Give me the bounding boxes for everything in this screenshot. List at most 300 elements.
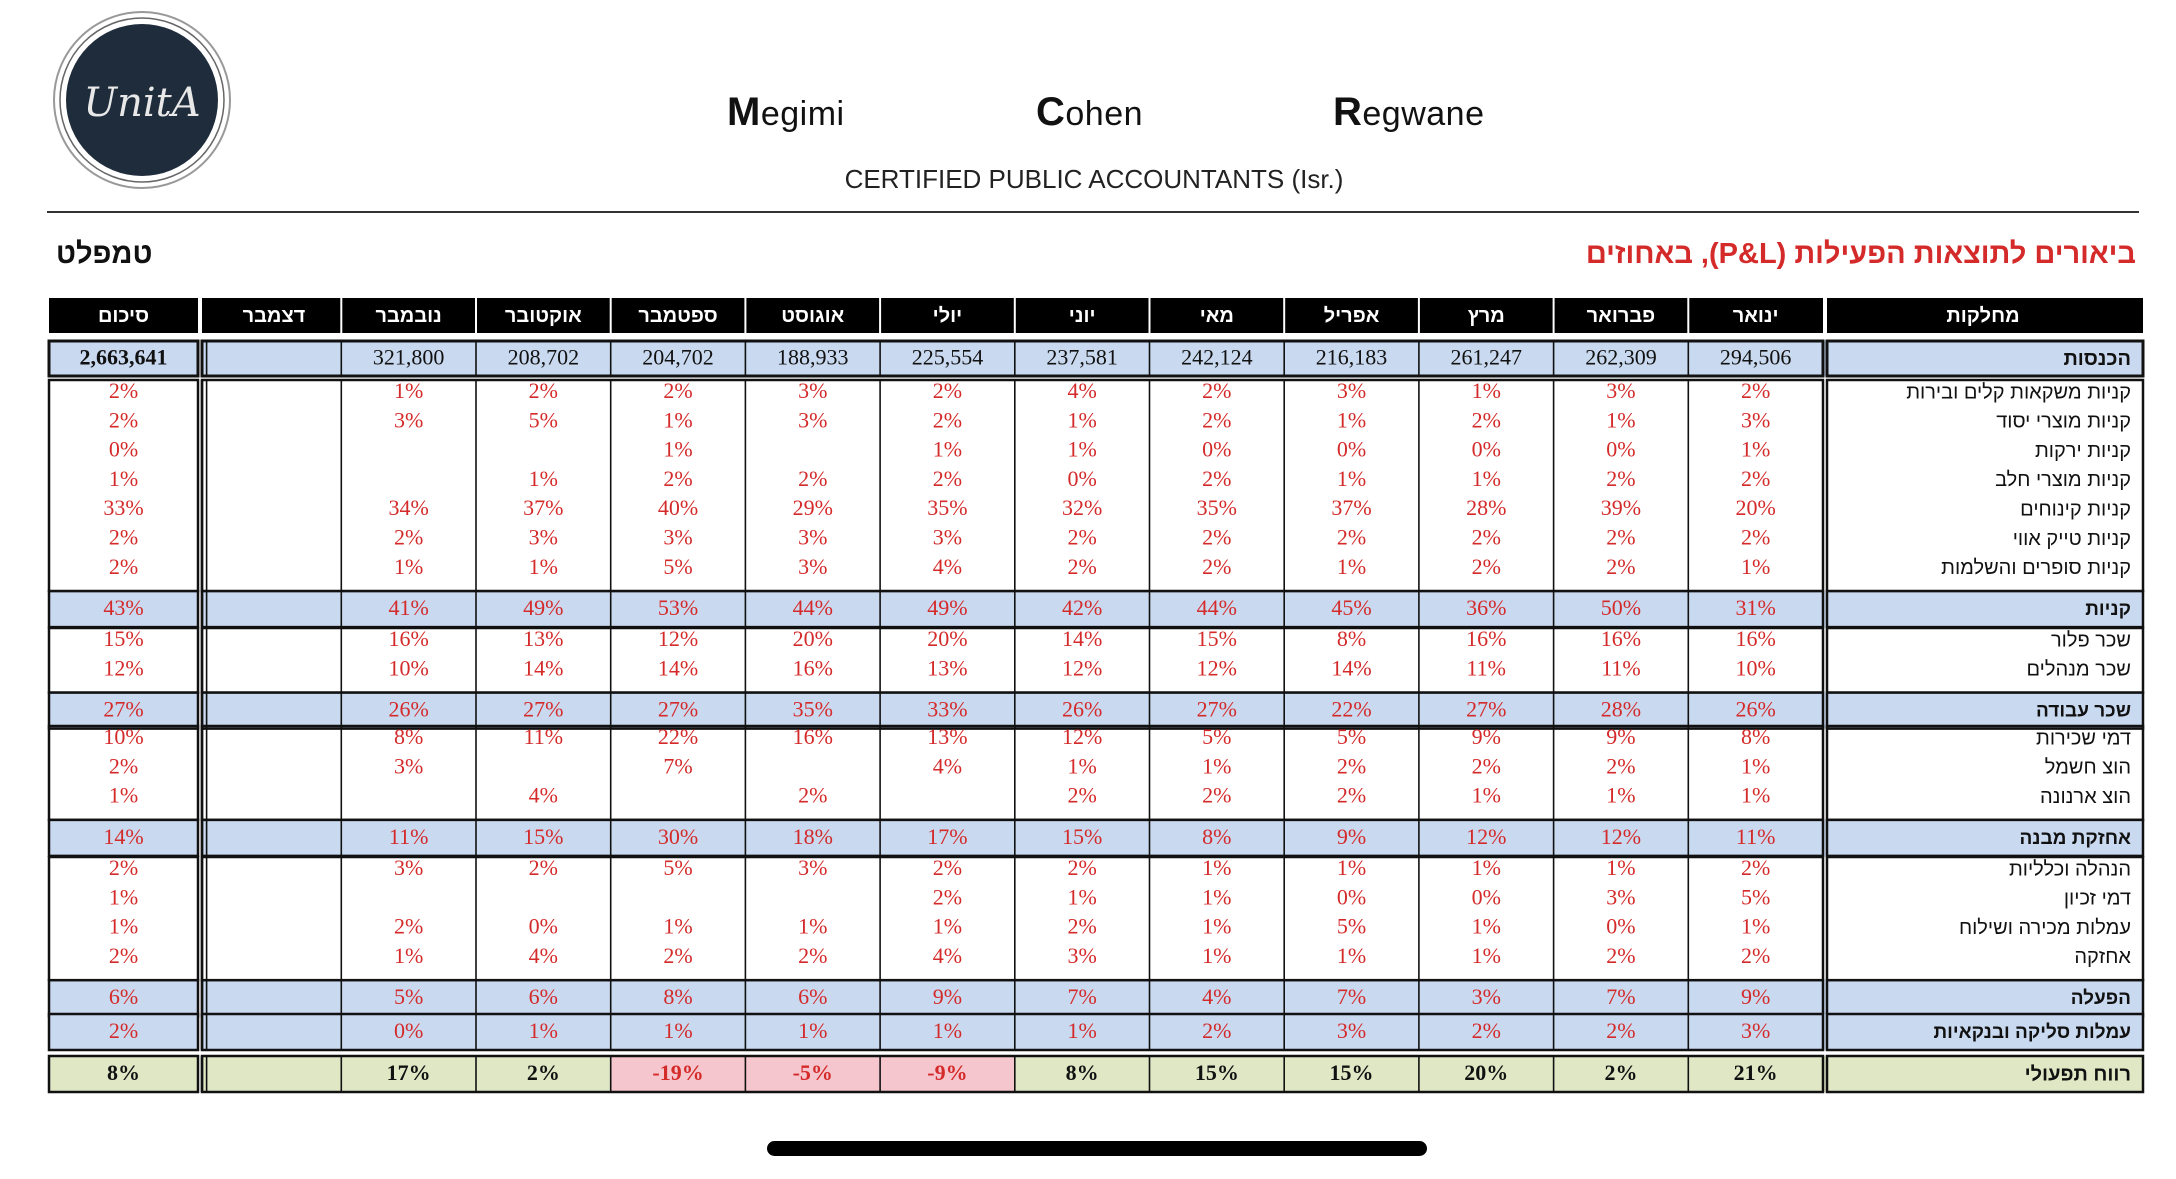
item-row-total: 2% — [108, 553, 139, 579]
item-row-cell: 39% — [1600, 495, 1642, 521]
header-month: פברואר — [1586, 304, 1656, 327]
item-row-cell: 2% — [1336, 524, 1367, 550]
item-row-cell: 1% — [1471, 855, 1501, 881]
summary-row-cell: 15% — [523, 823, 564, 849]
item-row-cell: 11% — [1466, 655, 1507, 681]
item-row-total: 33% — [103, 495, 144, 521]
revenue-row-cell: 237,581 — [1046, 344, 1118, 370]
summary-row-cell: 27% — [523, 696, 564, 722]
item-row-cell: 13% — [927, 724, 968, 750]
item-row-cell: 2% — [1471, 407, 1501, 433]
item-row-cell: 8% — [1336, 626, 1367, 652]
item-row-label: קניות מוצרי יסוד — [1996, 410, 2131, 433]
item-row-cell: 35% — [927, 495, 968, 521]
header-label: מחלקות — [1946, 304, 2020, 327]
item-row-total: 1% — [108, 782, 139, 808]
summary-row-cell: 7% — [1336, 984, 1367, 1010]
item-row-cell: 3% — [1740, 407, 1771, 433]
item-row-cell: 2% — [1471, 524, 1501, 550]
item-row-cell: 2% — [528, 378, 559, 404]
item-row-cell: 11% — [1601, 655, 1641, 681]
item-row-cell: 3% — [393, 855, 424, 881]
item-row-cell: 28% — [1466, 495, 1507, 521]
item-row-cell: 2% — [798, 782, 828, 808]
item-row-cell: 15% — [1196, 626, 1238, 652]
summary-row-cell: 9% — [1336, 823, 1367, 849]
profit-row-label: רווח תפעולי — [2024, 1063, 2131, 1086]
header-month: יולי — [932, 304, 963, 327]
summary-row-label: הפעלה — [2070, 988, 2131, 1010]
item-row-cell: 5% — [1740, 884, 1771, 910]
header-month: אפריל — [1323, 304, 1380, 327]
header-month: ינואר — [1732, 304, 1779, 327]
item-row-cell: 32% — [1061, 495, 1103, 521]
firm-name-3: Regwane — [1333, 90, 1485, 134]
item-row-total: 2% — [108, 407, 139, 433]
fees-row-cell: 2% — [1606, 1018, 1636, 1044]
item-row-cell: 3% — [1606, 884, 1636, 910]
summary-row-cell: 41% — [388, 595, 429, 621]
table-border — [202, 628, 1823, 693]
row-band — [207, 341, 342, 376]
item-row-cell: 12% — [1196, 655, 1238, 681]
item-row-cell: 3% — [1606, 378, 1636, 404]
summary-row-cell: 45% — [1331, 595, 1372, 621]
item-row-cell: 1% — [663, 407, 693, 433]
item-row-total: 2% — [108, 855, 139, 881]
row-band — [207, 820, 342, 856]
item-row-cell: 3% — [798, 407, 828, 433]
item-row-cell: 5% — [1202, 724, 1232, 750]
fees-row-cell: 2% — [1471, 1018, 1501, 1044]
revenue-row-cell: 321,800 — [372, 344, 445, 370]
item-row-cell: 5% — [1336, 724, 1367, 750]
summary-row-label: קניות — [2085, 599, 2131, 621]
firm-name-2: Cohen — [1036, 90, 1144, 134]
item-row-cell: 3% — [1067, 942, 1097, 968]
item-row-cell: 3% — [663, 524, 693, 550]
item-row-cell: 4% — [528, 782, 559, 808]
item-row-cell: 3% — [1336, 378, 1367, 404]
item-row-cell: 2% — [1336, 753, 1367, 779]
item-row-cell: 14% — [1331, 655, 1372, 681]
item-row-cell: 0% — [1471, 436, 1501, 462]
item-row-cell: 1% — [663, 436, 693, 462]
report-title: ביאורים לתוצאות הפעילות (P&L), באחוזים — [1585, 238, 2136, 270]
summary-row-label: שכר עבודה — [2035, 700, 2131, 722]
item-row-cell: 1% — [663, 913, 693, 939]
item-row-cell: 16% — [792, 724, 833, 750]
header-month: ספטמבר — [638, 304, 718, 327]
summary-row-cell: 12% — [1600, 823, 1642, 849]
item-row-cell: 12% — [657, 626, 699, 652]
item-row-label: הוצ ארנונה — [2039, 785, 2131, 808]
item-row-cell: 1% — [1471, 913, 1501, 939]
item-row-cell: 35% — [1196, 495, 1238, 521]
item-row-cell: 0% — [1606, 436, 1636, 462]
profit-row-cell: 21% — [1733, 1060, 1778, 1086]
summary-row-cell: 35% — [792, 696, 833, 722]
table-border — [202, 380, 1823, 591]
item-row-cell: 2% — [663, 465, 693, 491]
item-row-cell: 0% — [1067, 465, 1097, 491]
header-month: מרץ — [1467, 304, 1505, 327]
item-row-cell: 1% — [528, 553, 559, 579]
item-row-cell: 2% — [1067, 782, 1097, 808]
item-row-cell: 34% — [388, 495, 429, 521]
item-row-cell: 1% — [1202, 884, 1232, 910]
item-row-cell: 3% — [798, 855, 828, 881]
firm-name-1: Megimi — [727, 90, 845, 134]
revenue-row-cell: 188,933 — [777, 344, 849, 370]
item-row-cell: 1% — [1606, 855, 1636, 881]
profit-row-cell: 15% — [1194, 1060, 1239, 1086]
item-row-cell: 2% — [932, 407, 963, 433]
item-row-cell: 2% — [1606, 524, 1636, 550]
item-row-cell: 29% — [792, 495, 833, 521]
item-row-cell: 0% — [1606, 913, 1636, 939]
item-row-cell: 2% — [663, 942, 693, 968]
item-row-cell: 5% — [663, 855, 693, 881]
profit-row-cell: -19% — [652, 1060, 704, 1086]
summary-row-label: אחזקת מבנה — [2019, 827, 2131, 849]
item-row-cell: 3% — [932, 524, 963, 550]
revenue-row-label: הכנסות — [2063, 347, 2131, 370]
item-row-cell: 2% — [1471, 553, 1501, 579]
template-label: טמפלט — [56, 238, 153, 270]
header-month: נובמבר — [375, 304, 442, 327]
item-row-cell: 3% — [798, 524, 828, 550]
item-row-cell: 1% — [1471, 942, 1501, 968]
item-row-cell: 1% — [1740, 753, 1771, 779]
item-row-cell: 3% — [393, 407, 424, 433]
item-row-cell: 0% — [1336, 884, 1367, 910]
revenue-row-cell: 262,309 — [1585, 344, 1657, 370]
summary-row-cell: 17% — [927, 823, 968, 849]
item-row-total: 12% — [103, 655, 144, 681]
summary-row-cell: 6% — [528, 984, 559, 1010]
fees-row-cell: 1% — [528, 1018, 559, 1044]
item-row-label: קניות ירקות — [2034, 439, 2131, 462]
item-row-cell: 16% — [388, 626, 429, 652]
summary-row-cell: 31% — [1735, 595, 1776, 621]
item-row-total: 1% — [108, 465, 139, 491]
item-row-cell: 16% — [1600, 626, 1642, 652]
summary-row-cell: 9% — [1740, 984, 1771, 1010]
item-row-cell: 1% — [1740, 782, 1771, 808]
item-row-label: שכר מנהלים — [2026, 658, 2131, 681]
item-row-label: קניות משקאות קלים ובירות — [1906, 381, 2131, 404]
item-row-cell: 4% — [932, 553, 963, 579]
item-row-total: 2% — [108, 753, 139, 779]
summary-row-cell: 30% — [657, 823, 699, 849]
item-row-cell: 1% — [1336, 465, 1367, 491]
summary-row-cell: 49% — [523, 595, 564, 621]
fees-row-total: 2% — [108, 1018, 139, 1044]
item-row-cell: 2% — [1740, 378, 1771, 404]
item-row-cell: 1% — [1336, 407, 1367, 433]
item-row-cell: 12% — [1061, 724, 1103, 750]
fees-row-cell: 1% — [663, 1018, 693, 1044]
item-row-cell: 3% — [798, 553, 828, 579]
table-border — [202, 726, 1823, 820]
summary-row-cell: 15% — [1061, 823, 1103, 849]
summary-row-cell: 44% — [792, 595, 833, 621]
firm-subtitle: CERTIFIED PUBLIC ACCOUNTANTS (Isr.) — [844, 164, 1344, 194]
fees-row-cell: 3% — [1740, 1018, 1771, 1044]
item-row-cell: 1% — [1336, 942, 1367, 968]
item-row-cell: 1% — [528, 465, 559, 491]
item-row-cell: 1% — [1067, 884, 1097, 910]
item-row-cell: 14% — [523, 655, 564, 681]
item-row-cell: 1% — [1202, 942, 1232, 968]
item-row-label: דמי שכירות — [2036, 727, 2131, 750]
item-row-cell: 2% — [1202, 524, 1232, 550]
item-row-cell: 2% — [798, 942, 828, 968]
header-month: מאי — [1199, 304, 1234, 327]
item-row-total: 2% — [108, 942, 139, 968]
item-row-cell: 1% — [1202, 913, 1232, 939]
item-row-cell: 2% — [798, 465, 828, 491]
summary-row-cell: 42% — [1061, 595, 1103, 621]
item-row-cell: 4% — [932, 753, 963, 779]
item-row-cell: 2% — [1740, 524, 1771, 550]
summary-row-cell: 3% — [1471, 984, 1501, 1010]
summary-row-cell: 4% — [1202, 984, 1232, 1010]
item-row-cell: 9% — [1606, 724, 1636, 750]
summary-row-cell: 9% — [932, 984, 963, 1010]
item-row-cell: 13% — [927, 655, 968, 681]
profit-row-cell: -9% — [927, 1060, 968, 1086]
summary-row-cell: 27% — [657, 696, 699, 722]
fees-row-cell: 2% — [1202, 1018, 1232, 1044]
item-row-cell: 1% — [1067, 753, 1097, 779]
fees-row-cell: 1% — [932, 1018, 963, 1044]
summary-row-cell: 50% — [1600, 595, 1642, 621]
item-row-cell: 20% — [792, 626, 833, 652]
item-row-cell: 2% — [1202, 782, 1232, 808]
item-row-cell: 1% — [1067, 436, 1097, 462]
summary-row-cell: 44% — [1196, 595, 1238, 621]
summary-row-cell: 11% — [1735, 823, 1776, 849]
item-row-cell: 3% — [393, 753, 424, 779]
item-row-cell: 5% — [528, 407, 559, 433]
revenue-row-cell: 225,554 — [911, 344, 984, 370]
item-row-cell: 4% — [932, 942, 963, 968]
item-row-cell: 1% — [1740, 553, 1771, 579]
item-row-cell: 5% — [663, 553, 693, 579]
item-row-cell: 2% — [1471, 753, 1501, 779]
item-row-cell: 1% — [1202, 855, 1232, 881]
item-row-label: אחזקה — [2074, 946, 2131, 969]
item-row-cell: 16% — [1466, 626, 1507, 652]
item-row-cell: 14% — [1061, 626, 1103, 652]
item-row-cell: 1% — [1471, 782, 1501, 808]
item-row-cell: 0% — [1202, 436, 1232, 462]
item-row-cell: 10% — [1735, 655, 1776, 681]
item-row-cell: 37% — [523, 495, 564, 521]
item-row-cell: 1% — [1606, 407, 1636, 433]
profit-row-cell: 8% — [1065, 1060, 1099, 1086]
header-month: אוגוסט — [781, 304, 845, 327]
summary-row-cell: 53% — [657, 595, 699, 621]
summary-row-cell: 36% — [1466, 595, 1507, 621]
item-row-total: 10% — [103, 724, 144, 750]
item-row-cell: 22% — [657, 724, 699, 750]
summary-row-total: 14% — [103, 823, 144, 849]
row-band — [207, 1056, 342, 1092]
item-row-cell: 2% — [1202, 553, 1232, 579]
item-row-label: קניות טייק אווי — [2012, 527, 2131, 550]
item-row-cell: 2% — [1336, 782, 1367, 808]
item-row-cell: 16% — [792, 655, 833, 681]
item-row-cell: 20% — [927, 626, 968, 652]
summary-row-cell: 18% — [792, 823, 833, 849]
item-row-label: עמלות מכירה ושילוח — [1958, 916, 2131, 939]
item-row-cell: 0% — [1471, 884, 1501, 910]
summary-row-total: 43% — [103, 595, 144, 621]
summary-row-cell: 28% — [1600, 696, 1642, 722]
item-row-cell: 2% — [1067, 855, 1097, 881]
item-row-cell: 2% — [932, 884, 963, 910]
item-row-cell: 2% — [1067, 553, 1097, 579]
item-row-cell: 1% — [393, 553, 424, 579]
fees-row-cell: 0% — [393, 1018, 424, 1044]
summary-row-cell: 6% — [798, 984, 828, 1010]
row-band — [207, 980, 342, 1016]
item-row-label: הוצ חשמל — [2044, 756, 2131, 779]
summary-row-cell: 8% — [1202, 823, 1232, 849]
item-row-cell: 2% — [1740, 465, 1771, 491]
item-row-cell: 3% — [528, 524, 559, 550]
header-month: יוני — [1068, 304, 1096, 327]
item-row-cell: 10% — [388, 655, 429, 681]
item-row-cell: 2% — [663, 378, 693, 404]
fees-row-cell: 1% — [1067, 1018, 1097, 1044]
item-row-total: 1% — [108, 884, 139, 910]
item-row-cell: 8% — [393, 724, 424, 750]
item-row-cell: 2% — [1067, 524, 1097, 550]
summary-row-cell: 22% — [1331, 696, 1372, 722]
item-row-cell: 37% — [1331, 495, 1372, 521]
revenue-row-total: 2,663,641 — [79, 344, 168, 370]
item-row-cell: 1% — [1606, 782, 1636, 808]
header-band — [202, 298, 1823, 333]
item-row-cell: 2% — [1202, 407, 1232, 433]
item-row-total: 15% — [103, 626, 144, 652]
item-row-cell: 4% — [1067, 378, 1097, 404]
item-row-cell: 14% — [657, 655, 699, 681]
summary-row-cell: 26% — [1061, 696, 1103, 722]
profit-row-cell: -5% — [792, 1060, 833, 1086]
item-row-cell: 12% — [1061, 655, 1103, 681]
item-row-cell: 1% — [798, 913, 828, 939]
item-row-total: 0% — [108, 436, 139, 462]
item-row-cell: 40% — [657, 495, 699, 521]
summary-row-cell: 27% — [1196, 696, 1238, 722]
item-row-cell: 1% — [932, 913, 963, 939]
fees-row-label: עמלות סליקה ובנקאיות — [1933, 1022, 2131, 1044]
header-month: אוקטובר — [504, 304, 582, 327]
summary-row-cell: 26% — [388, 696, 429, 722]
item-row-cell: 11% — [523, 724, 564, 750]
item-row-cell: 1% — [1740, 436, 1771, 462]
profit-row-cell: 2% — [1604, 1060, 1638, 1086]
item-row-cell: 4% — [528, 942, 559, 968]
profit-row-cell: 20% — [1464, 1060, 1509, 1086]
home-indicator — [767, 1141, 1427, 1156]
header-total: סיכום — [97, 304, 150, 327]
item-row-cell: 0% — [1336, 436, 1367, 462]
summary-row-total: 6% — [108, 984, 139, 1010]
header-month: דצמבר — [242, 304, 306, 327]
item-row-cell: 1% — [393, 942, 424, 968]
item-row-cell: 1% — [393, 378, 424, 404]
summary-row-cell: 49% — [927, 595, 968, 621]
item-row-cell: 2% — [1606, 942, 1636, 968]
item-row-cell: 2% — [932, 465, 963, 491]
item-row-cell: 5% — [1336, 913, 1367, 939]
item-row-cell: 2% — [1740, 942, 1771, 968]
item-row-cell: 2% — [1606, 465, 1636, 491]
item-row-cell: 2% — [1067, 913, 1097, 939]
item-row-cell: 20% — [1735, 495, 1776, 521]
summary-row-cell: 12% — [1466, 823, 1507, 849]
item-row-cell: 1% — [1202, 753, 1232, 779]
item-row-label: קניות מוצרי חלב — [1995, 469, 2131, 492]
item-row-total: 2% — [108, 378, 139, 404]
table-border — [202, 857, 1823, 980]
revenue-row-cell: 261,247 — [1450, 344, 1522, 370]
item-row-cell: 2% — [393, 913, 424, 939]
profit-row-total: 8% — [107, 1060, 140, 1086]
fees-row-cell: 1% — [798, 1018, 828, 1044]
item-row-label: קניות סופרים והשלמות — [1941, 557, 2131, 580]
item-row-cell: 8% — [1740, 724, 1771, 750]
item-row-cell: 7% — [663, 753, 693, 779]
summary-row-cell: 11% — [388, 823, 429, 849]
item-row-cell: 2% — [932, 855, 963, 881]
item-row-cell: 1% — [932, 436, 963, 462]
revenue-row-cell: 208,702 — [507, 344, 580, 370]
item-row-label: שכר פלור — [2050, 629, 2131, 652]
profit-row-cell: 2% — [526, 1060, 560, 1086]
item-row-cell: 1% — [1336, 855, 1367, 881]
row-band — [207, 1014, 342, 1050]
summary-row-cell: 27% — [1466, 696, 1507, 722]
item-row-cell: 2% — [1606, 553, 1636, 579]
item-row-label: קניות קינוחים — [2020, 498, 2131, 521]
profit-row-cell: 17% — [386, 1060, 431, 1086]
item-row-cell: 1% — [1067, 407, 1097, 433]
item-row-cell: 2% — [393, 524, 424, 550]
item-row-cell: 9% — [1471, 724, 1501, 750]
revenue-row-cell: 216,183 — [1315, 344, 1388, 370]
item-row-cell: 1% — [1471, 378, 1501, 404]
item-row-total: 1% — [108, 913, 139, 939]
summary-row-cell: 5% — [393, 984, 424, 1010]
item-row-cell: 3% — [798, 378, 828, 404]
item-row-label: דמי זכיון — [2063, 887, 2131, 910]
item-row-cell: 1% — [1471, 465, 1501, 491]
item-row-cell: 0% — [528, 913, 559, 939]
summary-row-cell: 33% — [927, 696, 968, 722]
row-band — [207, 693, 342, 729]
svg-text:UnitA: UnitA — [83, 80, 201, 126]
summary-row-cell: 7% — [1606, 984, 1636, 1010]
summary-row-cell: 26% — [1735, 696, 1776, 722]
item-row-cell: 1% — [1336, 553, 1367, 579]
